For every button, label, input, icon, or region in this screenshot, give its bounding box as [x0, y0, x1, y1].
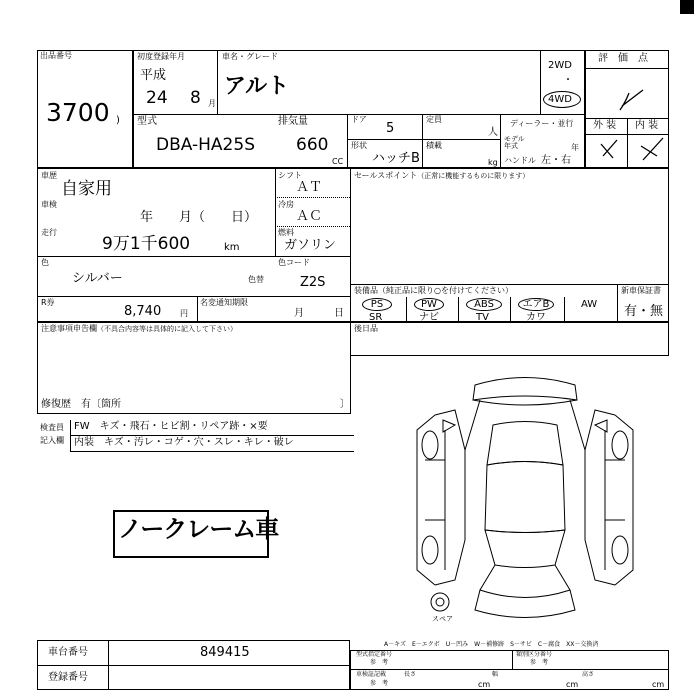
- model: DBA-HA25S: [156, 135, 255, 155]
- shape: ハッチB: [372, 151, 420, 166]
- notes-sub: （不具合内容等は具体的に記入して下さい）: [97, 325, 237, 333]
- shift-label: シフト: [278, 171, 302, 180]
- lot-number: 3700: [46, 98, 110, 127]
- model-year-label: モデル 年式: [504, 135, 525, 150]
- first-reg-label: 初度登録年月: [137, 52, 185, 61]
- type-designation-label: 型式指定番号: [356, 651, 393, 658]
- cc-unit: CC: [332, 157, 344, 166]
- fuel-label: 燃料: [278, 228, 294, 237]
- reg-label: 登録番号: [48, 672, 88, 683]
- sales-point-label: セールスポイント（正常に機能するものに限ります）: [354, 171, 530, 180]
- inspector-label-2: 記入欄: [40, 436, 64, 445]
- person-unit: 人: [488, 127, 498, 138]
- length-cm: cm: [478, 680, 491, 689]
- equipment-sr: SR: [369, 312, 383, 323]
- drive-2wd: 2WD: [548, 60, 572, 71]
- sales-point-sub: （正常に機能するものに限ります）: [417, 172, 530, 180]
- yen-unit: 円: [180, 309, 188, 318]
- exterior-label: 外 装: [593, 120, 617, 131]
- reg-month: 8: [190, 88, 201, 108]
- equipment-airbag: エアB: [518, 298, 554, 311]
- reg-year: 24: [146, 88, 168, 108]
- interior-label: 内 装: [635, 120, 659, 131]
- km-unit: km: [224, 242, 240, 253]
- inspector-line-1: FW キズ・飛石・ヒビ割・リペア跡・×要: [74, 421, 268, 432]
- fuel: ガソリン: [284, 238, 337, 253]
- history: 自家用: [61, 179, 112, 199]
- car-name: アルト: [224, 74, 290, 99]
- reference-3: 参 考: [370, 680, 389, 687]
- no-claim-text: ノークレーム車: [118, 515, 279, 543]
- doors-label: ドア: [351, 115, 367, 124]
- handle-label: ハンドル: [504, 156, 536, 165]
- inspection-label: 車検: [41, 200, 57, 209]
- repair-close: 〕: [340, 399, 350, 410]
- equipment-leather: カワ: [526, 312, 546, 323]
- inspector-line-2: 内装 キズ・汚レ・コゲ・穴・スレ・キレ・破レ: [74, 437, 294, 448]
- day-label: 日: [334, 308, 344, 319]
- month-unit: 月: [208, 99, 216, 108]
- handle-value: 左・右: [541, 155, 571, 166]
- load-label: 積載: [426, 141, 442, 150]
- lot-close-bracket: ): [116, 115, 120, 126]
- equipment-aw: AW: [581, 299, 598, 310]
- eval-label: 評 価 点: [598, 53, 648, 64]
- corner-mark: [680, 0, 694, 14]
- history-label: 車歴: [41, 171, 57, 180]
- era: 平成: [140, 68, 167, 83]
- mileage: 9万1千600: [102, 234, 191, 254]
- displacement: 660: [296, 135, 329, 155]
- height-label: 高さ: [582, 671, 595, 678]
- recycle-amount: 8,740: [124, 304, 162, 319]
- color-code-label: 色コード: [278, 258, 310, 267]
- displacement-label: 排気量: [278, 116, 308, 127]
- width-label: 幅: [492, 671, 499, 678]
- model-label: 型式: [137, 116, 157, 127]
- chassis-number: 849415: [200, 645, 250, 660]
- doors: 5: [386, 121, 395, 136]
- color-code: Z2S: [300, 275, 326, 290]
- later-items-box: [350, 322, 669, 356]
- eval-marks: [585, 68, 669, 168]
- name-change-label: 名変通知期限: [200, 298, 248, 307]
- damage-legend: A－キズ E－エクボ U－凹み W－補修跡 S－サビ C－腐食 XX－交換済: [384, 641, 599, 648]
- height-cm: cm: [652, 680, 665, 689]
- width-cm: cm: [566, 680, 579, 689]
- drive-dot: ・: [563, 75, 573, 86]
- color: シルバー: [72, 271, 123, 286]
- car-damage-diagram: [405, 370, 645, 630]
- color-label: 色: [41, 258, 49, 267]
- lot-label: 出品番号: [40, 51, 72, 60]
- month-label: 月: [294, 308, 304, 319]
- reference-1: 参 考: [370, 659, 389, 666]
- warranty-value: 有・無: [624, 304, 664, 319]
- later-label: 後日品: [354, 324, 378, 333]
- equipment-pw: PW: [414, 298, 444, 311]
- cert-label: 車検証記載: [356, 671, 387, 678]
- shape-label: 形状: [351, 141, 367, 150]
- equipment-label: 装備品（純正品に限り○を付けてください）: [354, 286, 513, 295]
- reference-2: 参 考: [530, 659, 549, 666]
- equipment-tv: TV: [476, 312, 489, 323]
- inspection-value: 年 月（ 日）: [140, 210, 258, 225]
- inspector-label-1: 検査員: [40, 423, 64, 432]
- equipment-abs: ABS: [466, 298, 502, 311]
- reference-box: [350, 650, 669, 690]
- category-label: 類別区分番号: [516, 651, 553, 658]
- repaint-label: 色替: [248, 275, 264, 284]
- shift: ＡＴ: [296, 180, 323, 195]
- repair-label: 修復歴 有〔箇所: [41, 399, 121, 410]
- year-unit: 年: [571, 143, 579, 152]
- recycle-label: R券: [41, 298, 55, 307]
- kg-unit: kg: [488, 158, 498, 167]
- equipment-sub: （純正品に限り○を付けてください）: [378, 286, 513, 295]
- equipment-ps: PS: [362, 298, 392, 311]
- ac-label: 冷房: [278, 200, 294, 209]
- length-label: 長さ: [404, 671, 417, 678]
- warranty-label: 新車保証書: [621, 286, 661, 295]
- drive-4wd: 4WD: [548, 94, 572, 105]
- capacity-label: 定員: [426, 115, 442, 124]
- mileage-label: 走行: [41, 228, 57, 237]
- ac: ＡＣ: [296, 209, 323, 224]
- dealer-label: ディーラー・並行: [510, 119, 574, 128]
- chassis-label: 車台番号: [48, 647, 88, 658]
- equipment-navi: ナビ: [419, 312, 439, 323]
- car-name-label: 車名・グレード: [222, 52, 278, 61]
- notes-label: 注意事項申告欄（不具合内容等は具体的に記入して下さい）: [41, 324, 237, 333]
- spare-label: スペア: [432, 615, 453, 623]
